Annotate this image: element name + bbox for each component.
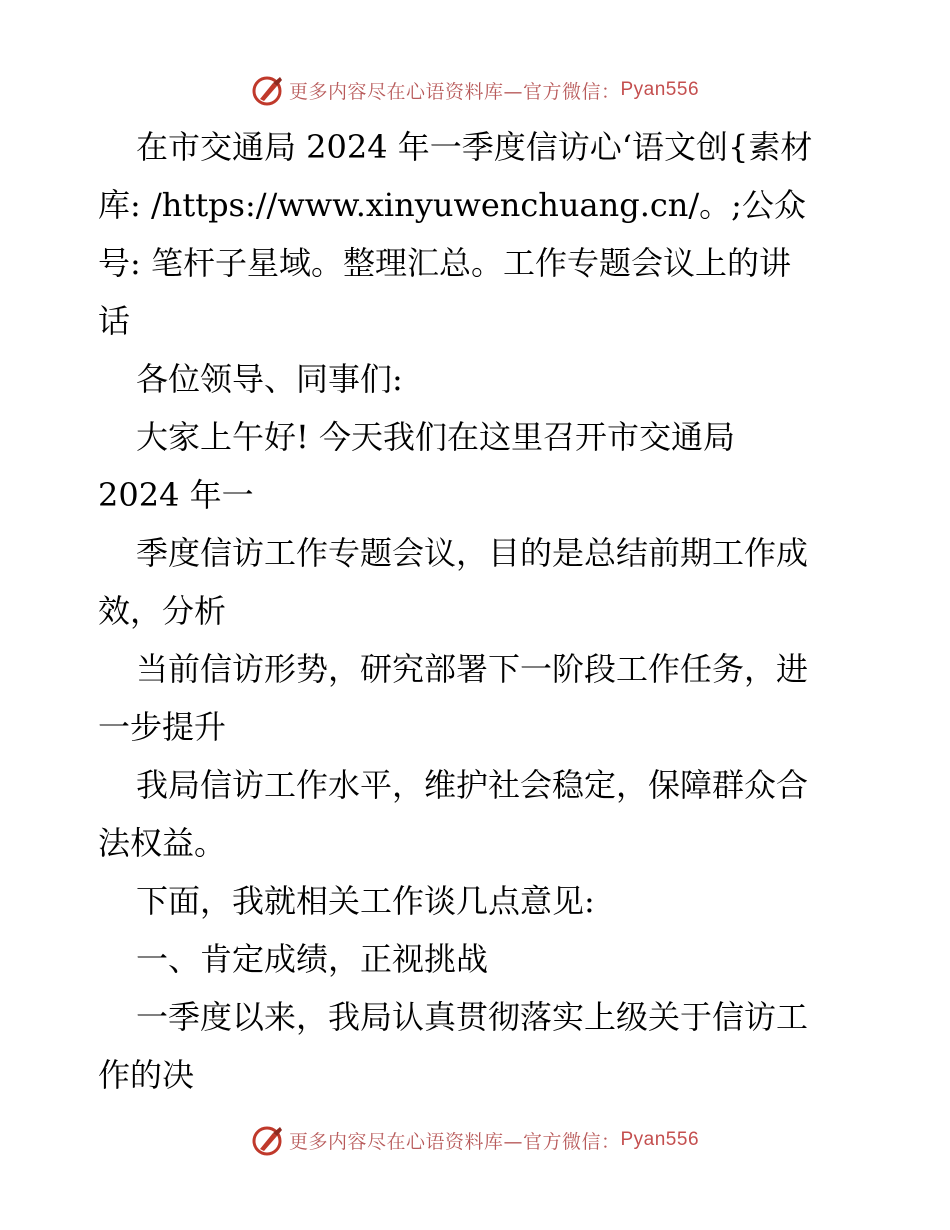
body-line: 2024 年一 bbox=[98, 476, 254, 514]
body-line: 下面，我就相关工作谈几点意见: bbox=[136, 882, 595, 920]
document-body bbox=[98, 118, 858, 1104]
section-heading: 一、肯定成绩，正视挑战 bbox=[136, 940, 489, 978]
body-line: 大家上午好! 今天我们在这里召开市交通局 bbox=[136, 418, 736, 456]
header-banner bbox=[0, 70, 950, 110]
body-line: 库: /https://www.xinyuwenchuang.cn/。;公众 bbox=[98, 186, 806, 224]
body-line: 在市交通局 2024 年一季度信访心‘语文创{素材 bbox=[136, 128, 813, 166]
body-line: 话 bbox=[98, 302, 131, 340]
footer-banner bbox=[0, 1120, 950, 1160]
header-banner-text: 更多内容尽在心语资料库—官方微信： bbox=[288, 80, 621, 103]
body-line: 当前信访形势，研究部署下一阶段工作任务，进 bbox=[136, 650, 809, 688]
pen-logo-icon bbox=[251, 73, 285, 107]
header-wechat-id: Pyan556 bbox=[620, 79, 700, 100]
footer-wechat-id: Pyan556 bbox=[620, 1129, 700, 1150]
body-line: 一步提升 bbox=[98, 708, 227, 746]
body-line: 法权益。 bbox=[98, 824, 227, 862]
body-line: 各位领导、同事们: bbox=[136, 360, 403, 398]
pen-logo-icon bbox=[251, 1123, 285, 1157]
footer-banner-text: 更多内容尽在心语资料库—官方微信： bbox=[288, 1130, 621, 1153]
body-line: 效，分析 bbox=[98, 592, 227, 630]
body-line: 号: 笔杆子星域。整理汇总。工作专题会议上的讲 bbox=[98, 244, 791, 282]
body-line: 作的决 bbox=[98, 1056, 195, 1094]
body-line: 季度信访工作专题会议，目的是总结前期工作成 bbox=[136, 534, 809, 572]
body-line: 一季度以来，我局认真贯彻落实上级关于信访工 bbox=[136, 998, 809, 1036]
body-line: 我局信访工作水平，维护社会稳定，保障群众合 bbox=[136, 766, 809, 804]
